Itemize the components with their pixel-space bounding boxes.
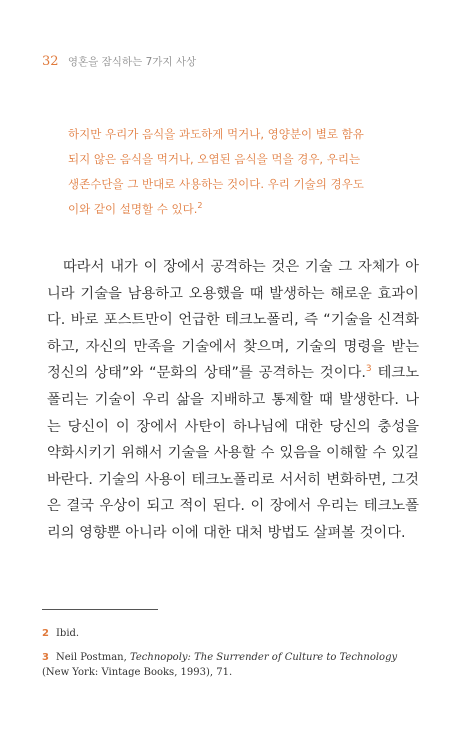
footnote-author: Neil Postman,	[55, 652, 127, 663]
footnote-2	[42, 626, 422, 641]
body-paragraph	[47, 254, 419, 547]
footnote-ref-3[interactable]: 3	[365, 364, 372, 375]
page-number: 32	[42, 54, 59, 69]
footnote-divider	[42, 609, 158, 610]
running-title: 영혼을 잠식하는 7가지 사상	[67, 56, 197, 68]
paragraph-text: 테크노폴리는 기술이 우리 삶을 지배하고 통제할 때 발생한다. 나는 당신이 이 장에서 사탄이 하나님에 대한 당신의 충성을 약화시키기 위해서 기술을 사용할 수 있음을 이해할 수 있길 바란다. 기술의 사용이 테크노폴리로 서서히 변화하면, 그것은 결국 우상이 되고 적이 된다. 이 장에서 우리는 테크노폴리의 영향뿐 아니라 이에 대한 대처 방법도 살펴볼 것이다.	[47, 365, 420, 541]
footnote-publication: (New York: Vintage Books, 1993), 71.	[42, 667, 233, 678]
quote-line: 생존수단을 그 반대로 사용하는 것이다. 우리 기술의 경우도	[68, 177, 364, 191]
footnote-number: 2	[42, 628, 49, 639]
quote-line: 하지만 우리가 음식을 과도하게 먹거나, 영양분이 별로 함유	[68, 127, 364, 141]
quote-line	[68, 197, 413, 222]
footnote-book-title: Technopoly: The Surrender of Culture to Technology	[129, 652, 398, 663]
highlighted-quote	[68, 122, 413, 222]
footnote-3	[42, 650, 422, 680]
quote-line-text: 이와 같이 설명할 수 있다.	[68, 202, 198, 216]
running-header	[42, 54, 196, 69]
body-text	[47, 254, 419, 547]
quote-line: 되지 않은 음식을 먹거나, 오염된 음식을 먹을 경우, 우리는	[68, 152, 361, 166]
footnote-number: 3	[42, 652, 49, 663]
footnote-ref-2[interactable]: 2	[197, 201, 203, 211]
footnote-text: Ibid.	[55, 628, 80, 639]
paragraph-text: 따라서 내가 이 장에서 공격하는 것은 기술 그 자체가 아니라 기술을 남용하고 오용했을 때 발생하는 해로운 효과이다. 바로 포스트만이 언급한 테크노폴리, 즉 “기술을 신격화하고, 자신의 만족을 기술에서 찾으며, 기술의 명령을 받는 정신의 상태”와 “문화의 상태”를 공격하는 것이다.	[47, 259, 419, 382]
